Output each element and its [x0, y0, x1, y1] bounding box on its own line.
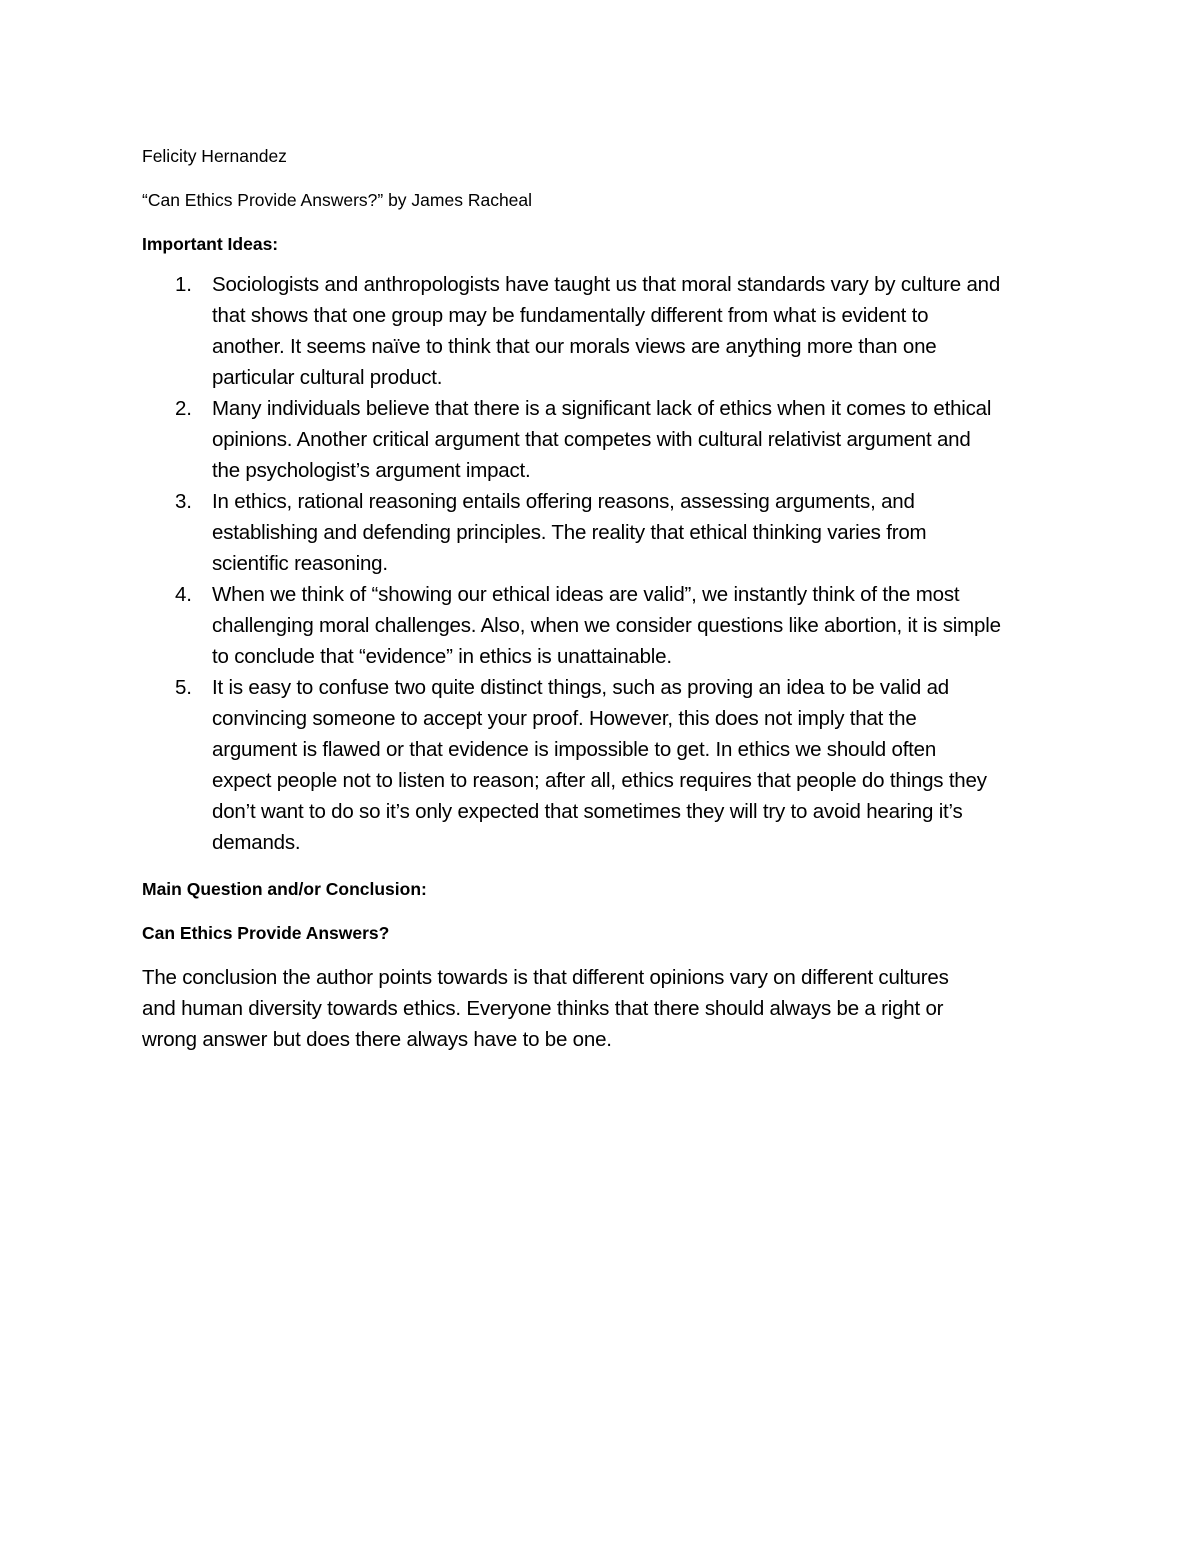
idea-item-3 [142, 486, 1072, 579]
main-question-heading: Main Question and/or Conclusion: [142, 879, 427, 899]
idea-line: another. It seems naïve to think that our morals views are anything more than one [212, 335, 937, 358]
idea-line: In ethics, rational reasoning entails offering reasons, assessing arguments, and [212, 490, 915, 513]
idea-line: expect people not to listen to reason; after all, ethics requires that people do things they [212, 769, 987, 792]
idea-number: 5. [175, 676, 192, 699]
conclusion-line: and human diversity towards ethics. Everyone thinks that there should always be a right or [142, 997, 944, 1020]
idea-line: to conclude that “evidence” in ethics is unattainable. [212, 645, 672, 668]
assignment-title: “Can Ethics Provide Answers?” by James Racheal [142, 190, 533, 210]
idea-item-2 [142, 393, 1072, 486]
conclusion-line: The conclusion the author points towards is that different opinions vary on different cultures [142, 966, 949, 989]
idea-line: demands. [212, 831, 301, 854]
question-heading: Can Ethics Provide Answers? [142, 923, 390, 943]
idea-line: Sociologists and anthropologists have taught us that moral standards vary by culture and [212, 273, 1001, 296]
idea-line: convincing someone to accept your proof. However, this does not imply that the [212, 707, 917, 730]
idea-line: don’t want to do so it’s only expected that sometimes they will try to avoid hearing it’s [212, 800, 963, 823]
document-body [142, 143, 1072, 1055]
idea-number: 1. [175, 273, 192, 296]
idea-line: particular cultural product. [212, 366, 443, 389]
idea-item-1 [142, 269, 1072, 393]
idea-line: the psychologist’s argument impact. [212, 459, 531, 482]
idea-line: scientific reasoning. [212, 552, 388, 575]
idea-number: 3. [175, 490, 192, 513]
idea-item-4 [142, 579, 1072, 672]
conclusion-line: wrong answer but does there always have to be one. [142, 1028, 612, 1051]
idea-line: It is easy to confuse two quite distinct things, such as proving an idea to be valid ad [212, 676, 949, 699]
author-name: Felicity Hernandez [142, 146, 287, 166]
idea-line: Many individuals believe that there is a significant lack of ethics when it comes to ethical [212, 397, 992, 420]
idea-line: challenging moral challenges. Also, when we consider questions like abortion, it is simple [212, 614, 1001, 637]
important-ideas-list [142, 269, 1072, 858]
idea-number: 4. [175, 583, 192, 606]
idea-line: opinions. Another critical argument that competes with cultural relativist argument and [212, 428, 971, 451]
idea-line: that shows that one group may be fundamentally different from what is evident to [212, 304, 929, 327]
idea-line: When we think of “showing our ethical ideas are valid”, we instantly think of the most [212, 583, 960, 606]
conclusion-paragraph [142, 962, 1052, 1055]
idea-line: establishing and defending principles. The reality that ethical thinking varies from [212, 521, 927, 544]
idea-item-5 [142, 672, 1072, 858]
idea-line: argument is flawed or that evidence is impossible to get. In ethics we should often [212, 738, 937, 761]
idea-number: 2. [175, 397, 192, 420]
important-ideas-heading: Important Ideas: [142, 234, 279, 254]
